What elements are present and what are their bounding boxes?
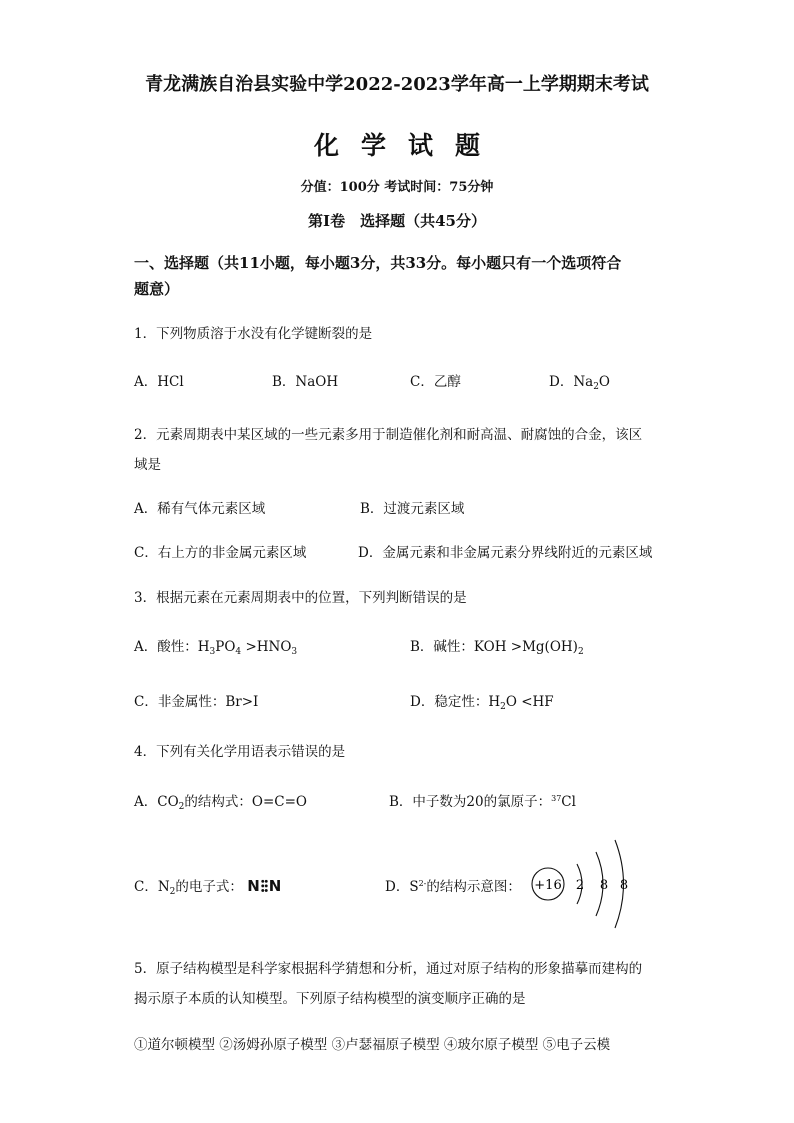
- q2-option-d: D．金属元素和非金属元素分界线附近的元素区域: [358, 545, 653, 561]
- nucleus-charge: +16: [534, 878, 562, 893]
- subject-title: 化学试题: [313, 131, 502, 160]
- q5-stem-cont: 揭示原子本质的认知模型。下列原子结构模型的演变顺序正确的是: [134, 991, 526, 1007]
- q5-stem: 5．原子结构模型是科学家根据科学猜想和分析，通过对原子结构的形象描摹而建构的: [134, 961, 643, 977]
- q2-option-a: A．稀有气体元素区域: [134, 501, 266, 517]
- n2-electron-formula: N N: [247, 877, 282, 895]
- exam-meta: 分值：100分 考试时间：75分钟: [300, 180, 494, 195]
- q1-option-a: A．HCl: [134, 374, 184, 390]
- q3-option-b: B．碱性：KOH $>Mg(OH)_2$: [410, 639, 584, 657]
- q3-option-a: A．酸性：$H_3PO_4 >HNO_3$: [134, 639, 298, 657]
- q4-stem: 4．下列有关化学用语表示错误的是: [134, 744, 346, 760]
- q3-option-d: D．稳定性：$H_2O <HF$: [410, 694, 554, 712]
- section-heading-cont: 题意）: [134, 280, 180, 298]
- triple-bond-dots: [261, 879, 268, 893]
- q1-option-c: C．乙醇: [410, 374, 461, 390]
- q2-option-c: C．右上方的非金属元素区域: [134, 545, 307, 561]
- q1-stem: 1．下列物质溶于水没有化学键断裂的是: [134, 326, 373, 342]
- q3-stem: 3．根据元素在元素周期表中的位置，下列判断错误的是: [134, 590, 467, 606]
- q1-option-b: B．NaOH: [272, 374, 339, 390]
- q1-option-d: D．$Na_2O$: [549, 374, 610, 392]
- shell-count-1: 2: [575, 878, 585, 893]
- school-exam-title: 青龙满族自治县实验中学2022-2023学年高一上学期期末考试: [145, 74, 649, 95]
- q4-option-b: B．中子数为20的氯原子：$^{37}$Cl: [389, 794, 576, 810]
- part-heading: 第I卷 选择题（共45分）: [308, 212, 486, 230]
- shell-count-3: 8: [619, 878, 629, 893]
- atomic-structure-diagram: [527, 836, 637, 932]
- q2-stem: 2．元素周期表中某区域的一些元素多用于制造催化剂和耐高温、耐腐蚀的合金，该区: [134, 427, 643, 443]
- q4-option-c: C．$N_2$的电子式： N N: [134, 877, 282, 897]
- q3-option-c: C．非金属性：Br>I: [134, 694, 259, 710]
- q2-option-b: B．过渡元素区域: [360, 501, 465, 517]
- q2-stem-cont: 域是: [134, 457, 161, 473]
- q5-model-list: ①道尔顿模型 ②汤姆孙原子模型 ③卢瑟福原子模型 ④玻尔原子模型 ⑤电子云模: [134, 1037, 611, 1053]
- q4-option-d: D．$S^{2-}$的结构示意图：: [385, 879, 521, 895]
- shell-count-2: 8: [599, 878, 609, 893]
- q4-option-a: A．$CO_2$的结构式：O=C=O: [134, 794, 307, 812]
- section-heading: 一、选择题（共11小题，每小题3分，共33分。每小题只有一个选项符合: [134, 254, 622, 272]
